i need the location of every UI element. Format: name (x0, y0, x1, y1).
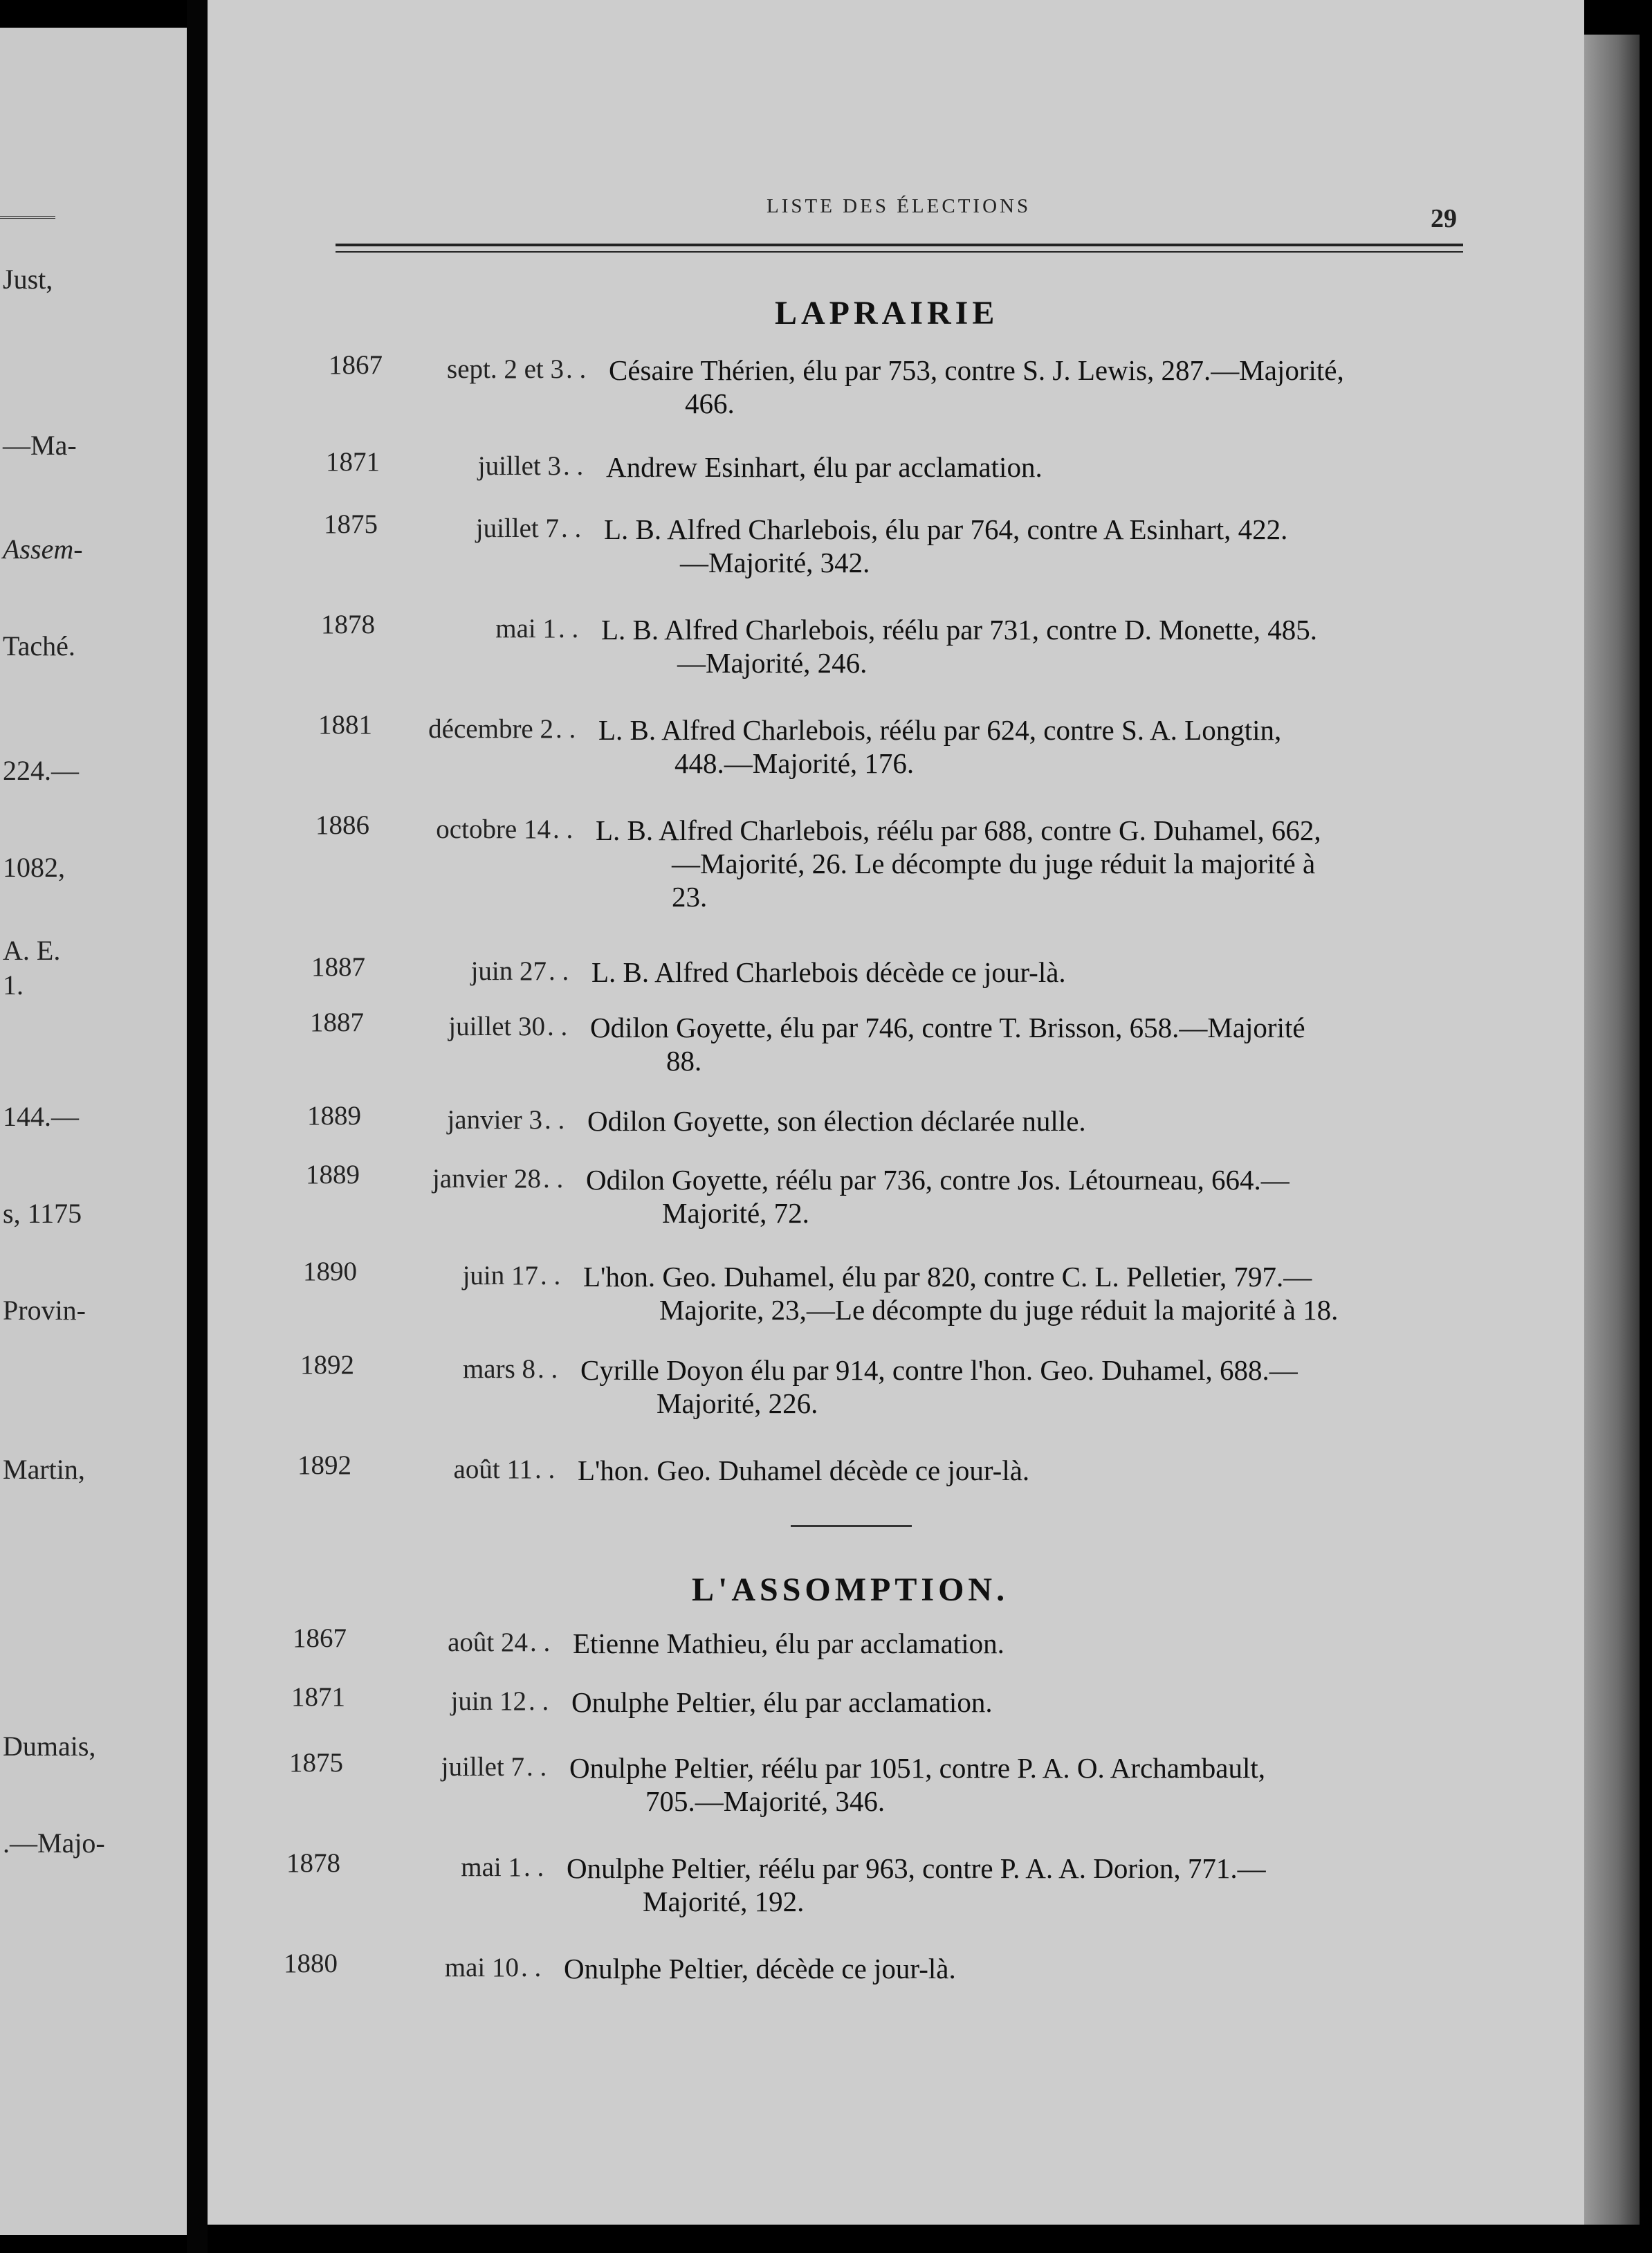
leader-dots: . . (535, 1454, 556, 1484)
leader-dots: . . (558, 614, 579, 644)
election-entry (0, 349, 1522, 432)
entry-year: 1867 (329, 350, 383, 380)
leader-dots: . . (563, 451, 584, 481)
election-entry (0, 1747, 1522, 1830)
entry-date: juillet 7 (441, 1752, 524, 1782)
entry-text: Onulphe Peltier, élu par acclamation. (571, 1686, 993, 1718)
entry-continuation: —Majorité, 246. (677, 647, 868, 679)
election-entry (0, 1450, 1522, 1533)
running-head: LISTE DES ÉLECTIONS (767, 195, 1031, 217)
entry-year: 1892 (297, 1450, 351, 1480)
previous-page-rule (0, 216, 55, 219)
entry-date: mai 1 (461, 1852, 522, 1882)
election-entry (0, 1159, 1522, 1242)
entry-text: Onulphe Peltier, réélu par 963, contre P. A. A. Dorion, 771.— (567, 1852, 1266, 1884)
fragment-text: Dumais, (3, 1731, 96, 1762)
entry-year: 1890 (303, 1257, 357, 1286)
election-entry (0, 1948, 1522, 2031)
fragment-text: 224.— (3, 755, 79, 786)
entry-date: juin 17 (462, 1261, 538, 1290)
section-title: LAPRAIRIE (775, 295, 999, 331)
entry-date: sept. 2 et 3 (447, 354, 564, 384)
section-title: L'ASSOMPTION. (692, 1571, 1009, 1608)
entry-continuation: —Majorité, 342. (680, 547, 870, 578)
entry-continuation: 23. (672, 881, 708, 913)
entry-text: Onulphe Peltier, décède ce jour-là. (564, 1953, 956, 1985)
entry-text: Etienne Mathieu, élu par acclamation. (573, 1627, 1004, 1659)
entry-text: L'hon. Geo. Duhamel décède ce jour-là. (578, 1454, 1030, 1486)
entry-text: L. B. Alfred Charlebois, élu par 764, contre A Esinhart, 422. (604, 513, 1288, 545)
leader-dots: . . (543, 1164, 564, 1194)
leader-dots: . . (556, 714, 576, 744)
entry-continuation: Majorité, 72. (662, 1197, 809, 1229)
entry-year: 1875 (324, 509, 378, 539)
entry-continuation: 88. (666, 1045, 702, 1077)
fragment-text: 144.— (3, 1101, 79, 1132)
fragment-text: 1082, (3, 852, 65, 883)
fragment-text: s, 1175 (3, 1198, 82, 1229)
entry-year: 1881 (318, 710, 372, 740)
leader-dots: . . (547, 1012, 568, 1041)
leader-dots: . . (538, 1354, 558, 1384)
election-entry (0, 609, 1522, 692)
entry-text: Odilon Goyette, réélu par 736, contre Jos. Létourneau, 664.— (586, 1164, 1290, 1196)
leader-dots: . . (561, 513, 582, 543)
fragment-text: 1. (3, 969, 24, 1001)
leader-dots: . . (530, 1627, 551, 1657)
entry-text: L. B. Alfred Charlebois décède ce jour-là. (591, 956, 1066, 988)
entry-continuation: 466. (685, 387, 735, 419)
fragment-text: A. E. (3, 935, 61, 966)
entry-year: 1892 (300, 1350, 354, 1380)
entry-date: janvier 3 (447, 1105, 542, 1135)
election-entry (0, 1256, 1522, 1339)
fragment-text: Provin- (3, 1295, 86, 1326)
header-double-rule (336, 244, 1463, 253)
fragment-text: Just, (3, 264, 53, 295)
entry-continuation: Majorité, 226. (657, 1387, 818, 1419)
entry-date: janvier 28 (432, 1164, 541, 1194)
entry-year: 1889 (307, 1101, 361, 1131)
entry-text: L. B. Alfred Charlebois, réélu par 624, contre S. A. Longtin, (598, 714, 1282, 746)
fragment-text: —Ma- (3, 430, 77, 461)
leader-dots: . . (549, 956, 569, 986)
entry-date: juin 27 (470, 956, 547, 986)
leader-dots: . . (526, 1752, 547, 1782)
entry-text: L. B. Alfred Charlebois, réélu par 731, contre D. Monette, 485. (601, 614, 1317, 646)
page-edge-shadow (1584, 35, 1640, 2225)
entry-text: L. B. Alfred Charlebois, réélu par 688, contre G. Duhamel, 662, (596, 814, 1321, 846)
entry-date: juillet 30 (448, 1012, 545, 1041)
fragment-text: .—Majo- (3, 1827, 105, 1859)
entry-year: 1878 (286, 1848, 340, 1878)
entry-continuation: Majorite, 23,—Le décompte du juge réduit la majorité à 18. (659, 1294, 1339, 1326)
fragment-text: Martin, (3, 1454, 85, 1485)
entry-date: mai 1 (495, 614, 556, 644)
election-entry (0, 709, 1522, 792)
entry-text: Andrew Esinhart, élu par acclamation. (606, 451, 1043, 483)
entry-text: Odilon Goyette, son élection déclarée nulle. (587, 1105, 1086, 1137)
leader-dots: . . (529, 1686, 549, 1716)
leader-dots: . . (524, 1852, 544, 1882)
entry-text: Onulphe Peltier, réélu par 1051, contre P. A. O. Archambault, (569, 1752, 1266, 1784)
entry-year: 1887 (311, 952, 365, 982)
election-entry (0, 1848, 1522, 1931)
entry-year: 1889 (306, 1160, 360, 1189)
entry-year: 1878 (321, 610, 375, 639)
entry-text: Cyrille Doyon élu par 914, contre l'hon. Geo. Duhamel, 688.— (580, 1354, 1298, 1386)
leader-dots: . . (566, 354, 587, 384)
entry-year: 1875 (289, 1748, 343, 1778)
entry-date: octobre 14 (436, 814, 551, 844)
leader-dots: . . (553, 814, 573, 844)
entry-year: 1871 (326, 447, 380, 477)
entry-year: 1871 (291, 1682, 345, 1712)
entry-continuation: 705.—Majorité, 346. (645, 1785, 885, 1817)
entry-date: août 24 (448, 1627, 528, 1657)
fragment-text: Taché. (3, 630, 75, 662)
entry-date: décembre 2 (428, 714, 553, 744)
entry-date: mars 8 (462, 1354, 535, 1384)
entry-year: 1867 (293, 1623, 347, 1653)
entry-text: L'hon. Geo. Duhamel, élu par 820, contre C. L. Pelletier, 797.— (583, 1261, 1312, 1293)
entry-year: 1887 (310, 1007, 364, 1037)
leader-dots: . . (521, 1953, 542, 1982)
entry-date: août 11 (453, 1454, 533, 1484)
entry-continuation: Majorité, 192. (643, 1886, 805, 1917)
entry-continuation: —Majorité, 26. Le décompte du juge réduit la majorité à (672, 848, 1316, 879)
entry-continuation: 448.—Majorité, 176. (674, 747, 915, 779)
election-entry (0, 509, 1522, 592)
entry-date: juin 12 (450, 1686, 526, 1716)
election-entry (0, 1349, 1522, 1432)
leader-dots: . . (544, 1105, 565, 1135)
election-entry (0, 1007, 1522, 1090)
election-entry (0, 810, 1522, 913)
entry-text: Odilon Goyette, élu par 746, contre T. Brisson, 658.—Majorité (590, 1012, 1305, 1043)
entry-date: juillet 7 (475, 513, 559, 543)
fragment-text: Assem- (3, 533, 83, 565)
leader-dots: . . (540, 1261, 561, 1290)
entry-year: 1886 (315, 810, 369, 840)
entry-text: Césaire Thérien, élu par 753, contre S. J. Lewis, 287.—Majorité, (609, 354, 1344, 386)
entry-year: 1880 (284, 1949, 338, 1978)
page-number: 29 (1431, 204, 1457, 233)
entry-date: mai 10 (444, 1953, 519, 1982)
entry-date: juillet 3 (477, 451, 561, 481)
